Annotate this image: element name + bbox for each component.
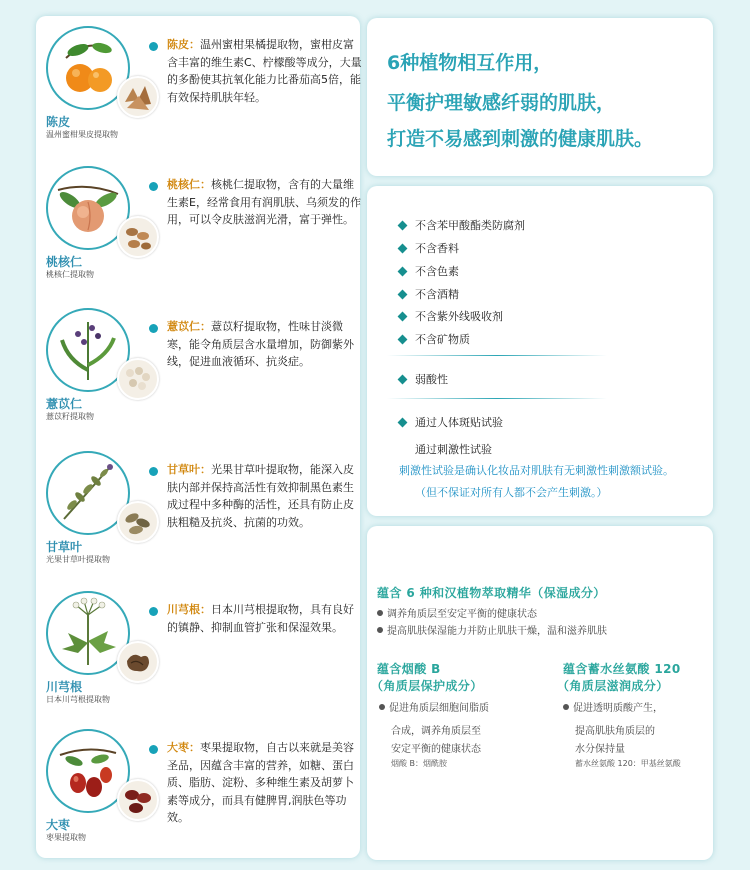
free-from-text: 不含香料 (415, 242, 459, 255)
plant-item-chuanxionggen (36, 581, 360, 721)
headline-line-3: 打造不易感到刺激的健康肌肤。 (387, 128, 654, 150)
plant-description-text: 光果甘草叶提取物，能深入皮肤内部并保持高活性有效抑制黑色素生成过程中多种酶的活性，还具有防止皮肤粗糙及抗炎、抗菌的功效。 (167, 463, 354, 529)
serine-note: 蓄水丝氨酸 120：甲基丝氨酸 (575, 759, 681, 768)
bullet-dot-icon (149, 607, 158, 616)
niacin-line: 合成，调养角质层至 (391, 726, 481, 737)
dot-bullet-icon (563, 704, 569, 710)
dried-dates-thumbnail-icon (117, 779, 159, 821)
plant-description (167, 36, 363, 106)
plant-subtitle: 桃核仁提取物 (46, 270, 94, 279)
plant-description (167, 739, 363, 827)
plant-description-text: 日本川芎根提取物，具有良好的镇静、抑制血管扩张和保湿效果。 (167, 603, 354, 634)
serine-line (563, 700, 663, 717)
bullet-text: 促进角质层细胞间脂质 (389, 703, 489, 714)
plant-title: 陈皮： (167, 38, 200, 51)
plant-item-taoheren (36, 156, 360, 296)
diamond-bullet-icon (398, 267, 408, 277)
plant-name: 甘草叶 (46, 540, 83, 554)
free-from-text: 不含紫外线吸收剂 (415, 310, 503, 323)
plant-description-text: 温州蜜柑果橘提取物，蜜柑皮富含丰富的维生素C、柠檬酸等成分，大量的多酚使其抗氧化能力比番茄高5倍，能有效保持肌肤年轻。 (167, 38, 362, 104)
headline-line-2: 平衡护理敏感纤弱的肌肤， (387, 92, 616, 114)
plant-title: 甘草叶： (167, 463, 211, 476)
free-from-text: 不含酒精 (415, 288, 459, 301)
divider (387, 355, 607, 356)
plant-description-text: 薏苡籽提取物，性味甘淡微寒，能令角质层含水量增加，防御紫外线，促进血液循环、抗炎症。 (167, 320, 354, 368)
plant-item-yiyiren (36, 298, 360, 438)
plant-title: 薏苡仁： (167, 320, 211, 333)
kernel-thumbnail-icon (117, 216, 159, 258)
plant-description (167, 318, 363, 371)
niacin-title: 蕴含烟酸 B (377, 662, 441, 676)
diamond-bullet-icon (398, 375, 408, 385)
serine-subtitle: （角质层滋润成分） (557, 679, 669, 693)
dot-bullet-icon (379, 704, 385, 710)
main-ingredient-title: 蕴含 6 种和汉植物萃取精华（保湿成分） (377, 586, 606, 600)
plant-title: 桃核仁： (167, 178, 211, 191)
plant-subtitle: 枣果提取物 (46, 833, 86, 842)
diamond-bullet-icon (398, 221, 408, 231)
ingredients-panel (367, 526, 713, 860)
bullet-dot-icon (149, 182, 158, 191)
bullet-dot-icon (149, 324, 158, 333)
free-from-text: 不含苯甲酸酯类防腐剂 (415, 219, 525, 232)
dried-leaves-thumbnail-icon (117, 501, 159, 543)
plant-name: 桃核仁 (46, 255, 83, 269)
diamond-bullet-icon (398, 312, 408, 322)
niacin-note: 烟酸 B：烟酰胺 (391, 759, 448, 768)
diamond-bullet-icon (398, 335, 408, 345)
dried-peel-thumbnail-icon (117, 76, 159, 118)
headline-line-1: 6种植物相互作用， (387, 52, 553, 74)
plant-name: 薏苡仁 (46, 397, 83, 411)
plant-description (167, 461, 363, 531)
plant-extracts-panel (36, 16, 360, 858)
niacin-line: 安定平衡的健康状态 (391, 744, 481, 755)
plant-name: 大枣 (46, 818, 71, 832)
free-from-panel (367, 186, 713, 516)
seeds-thumbnail-icon (117, 358, 159, 400)
plant-item-gancaoye (36, 441, 360, 581)
bullet-text: 调养角质层至安定平衡的健康状态 (387, 609, 537, 620)
plant-item-chenpi (36, 16, 360, 156)
bullet-dot-icon (149, 745, 158, 754)
dried-root-thumbnail-icon (117, 641, 159, 683)
free-from-text: 不含矿物质 (415, 333, 470, 346)
plant-description-text: 核桃仁提取物，含有的大量维生素E，经常食用有润肌肤、乌须发的作用，可以令皮肤滋润光滑，富于弹性。 (167, 178, 361, 226)
test-text: 通过人体斑贴试验 (415, 416, 503, 429)
serine-title: 蕴含蓄水丝氨酸 120 (563, 662, 681, 676)
plant-description-text: 枣果提取物，自古以来就是美容圣品，因蕴含丰富的营养，如糖、蛋白质、脂肪、淀粉、多种维生素及胡萝卜素等成分，而具有健脾胃,润肤色等功效。 (167, 741, 354, 824)
plant-name: 川芎根 (46, 680, 83, 694)
test-text-2: 通过刺激性试验 (415, 443, 492, 456)
dot-bullet-icon (377, 627, 383, 633)
serine-line: 水分保持量 (575, 744, 625, 755)
dot-bullet-icon (377, 610, 383, 616)
plant-subtitle: 光果甘草叶提取物 (46, 555, 110, 564)
diamond-bullet-icon (398, 290, 408, 300)
plant-subtitle: 温州蜜柑果皮提取物 (46, 130, 118, 139)
plant-subtitle: 日本川芎根提取物 (46, 695, 110, 704)
bullet-text: 提高肌肤保湿能力并防止肌肤干燥，温和滋养肌肤 (387, 626, 607, 637)
diamond-bullet-icon (398, 418, 408, 428)
bullet-dot-icon (149, 467, 158, 476)
acidity-text: 弱酸性 (415, 373, 448, 386)
test-disclaimer: （但不保证对所有人都不会产生刺激。） (415, 486, 608, 499)
plant-subtitle: 薏苡籽提取物 (46, 412, 94, 421)
main-ingredient-bullet (377, 623, 607, 640)
plant-item-dazao (36, 719, 360, 859)
plant-description (167, 176, 363, 229)
plant-description (167, 601, 363, 636)
plant-title: 川芎根： (167, 603, 211, 616)
diamond-bullet-icon (398, 244, 408, 254)
headline-panel (367, 18, 713, 176)
free-from-text: 不含色素 (415, 265, 459, 278)
niacin-subtitle: （角质层保护成分） (371, 679, 483, 693)
main-ingredient-bullet (377, 606, 537, 623)
divider (387, 398, 607, 399)
plant-name: 陈皮 (46, 115, 71, 129)
serine-line: 提高肌肤角质层的 (575, 726, 655, 737)
bullet-dot-icon (149, 42, 158, 51)
bullet-text: 促进透明质酸产生， (573, 703, 663, 714)
plant-title: 大枣： (167, 741, 200, 754)
test-note: 刺激性试验是确认化妆品对肌肤有无刺激性刺激额试验。 (399, 464, 674, 477)
niacin-line (379, 700, 489, 717)
